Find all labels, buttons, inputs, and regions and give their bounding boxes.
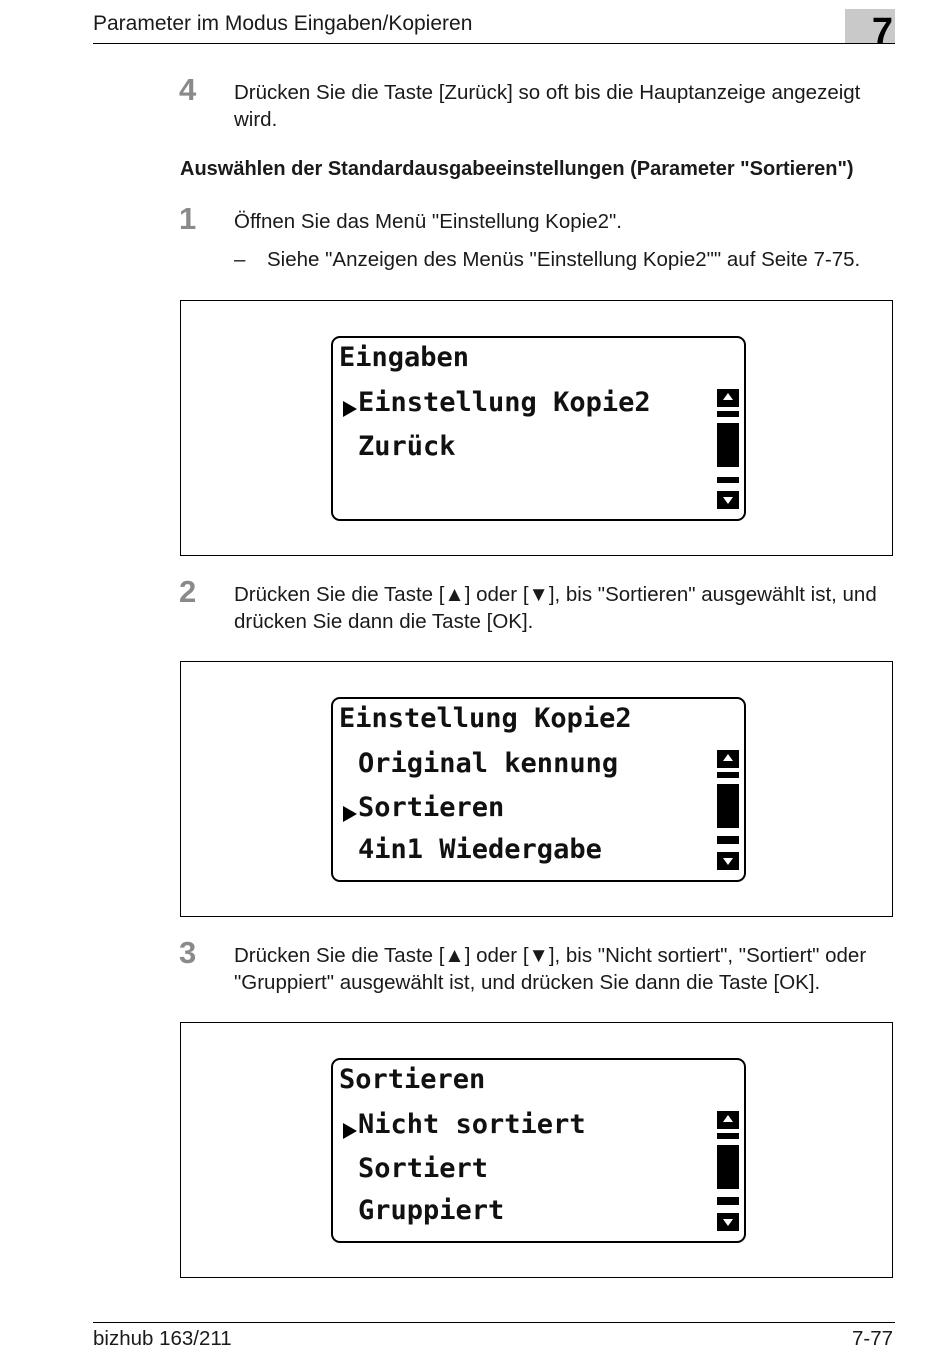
figure-screen-1 xyxy=(180,300,893,556)
step-4-text: Drücken Sie die Taste [Zurück] so oft bis die Hauptanzeige angezeigt wird. xyxy=(234,81,861,131)
chapter-number: 7 xyxy=(871,11,893,53)
scroll-up-icon xyxy=(717,389,739,407)
step-1-text: Öffnen Sie das Menü "Einstellung Kopie2". xyxy=(234,210,622,233)
lcd-menu-item: Original kennung xyxy=(358,748,619,779)
scrollbar-thumb xyxy=(717,784,739,828)
scroll-down-icon xyxy=(717,1213,739,1231)
scroll-down-icon xyxy=(717,491,739,509)
scrollbar-segment xyxy=(717,1133,739,1139)
figure-screen-2 xyxy=(180,661,893,917)
step-1-sub-text: Siehe "Anzeigen des Menüs "Einstellung Kopie2"" auf Seite 7-75. xyxy=(267,248,861,271)
step-2-number: 2 xyxy=(179,574,197,609)
selection-cursor-icon xyxy=(343,806,357,822)
lcd-menu-item-selected: Sortieren xyxy=(358,792,505,823)
lcd-menu-item: Zurück xyxy=(358,431,456,462)
lcd-title: Eingaben xyxy=(339,342,470,373)
scrollbar xyxy=(717,389,739,509)
figure-screen-3 xyxy=(180,1022,893,1278)
step-3-text: Drücken Sie die Taste [▲] oder [▼], bis "Nicht sortiert", "Sortiert" oder "Gruppiert" ausgewählt ist, und drücken Sie dann die Taste [OK]. xyxy=(234,944,867,994)
chapter-tab xyxy=(845,9,895,53)
footer-page-number: 7-77 xyxy=(851,1327,893,1350)
header-title: Parameter im Modus Eingaben/Kopieren xyxy=(93,12,473,35)
footer-rule xyxy=(93,1322,895,1323)
scroll-up-icon xyxy=(717,750,739,768)
selection-cursor-icon xyxy=(343,401,357,417)
scrollbar-segment xyxy=(717,836,739,844)
scrollbar-thumb xyxy=(717,1145,739,1189)
lcd-menu-item: Einstellung Kopie2 xyxy=(358,387,651,418)
step-3-number: 3 xyxy=(179,935,197,970)
scrollbar xyxy=(717,1111,739,1231)
lcd-menu-item: 4in1 Wiedergabe xyxy=(358,834,602,865)
step-1-number: 1 xyxy=(179,201,197,236)
scrollbar-thumb xyxy=(717,423,739,467)
scrollbar-segment xyxy=(717,772,739,778)
step-4-number: 4 xyxy=(179,72,197,107)
lcd-title: Sortieren xyxy=(339,1064,486,1095)
step-2-text: Drücken Sie die Taste [▲] oder [▼], bis "Sortieren" ausgewählt ist, und drücken Sie dann die Taste [OK]. xyxy=(234,583,877,633)
lcd-menu-item: Gruppiert xyxy=(358,1195,505,1226)
header-rule xyxy=(93,43,895,44)
step-1-sub-dash: – xyxy=(234,248,246,271)
scroll-down-icon xyxy=(717,852,739,870)
scrollbar xyxy=(717,750,739,870)
lcd-display xyxy=(331,1058,746,1243)
lcd-menu-item: Sortiert xyxy=(358,1153,489,1184)
lcd-menu-item-selected: Nicht sortiert xyxy=(358,1109,586,1140)
scrollbar-segment xyxy=(717,1197,739,1205)
footer-model: bizhub 163/211 xyxy=(93,1327,232,1350)
scroll-up-icon xyxy=(717,1111,739,1129)
scrollbar-segment xyxy=(717,477,739,483)
scrollbar-segment xyxy=(717,411,739,417)
lcd-display xyxy=(331,336,746,521)
section-heading: Auswählen der Standardausgabeeinstellungen (Parameter "Sortieren") xyxy=(180,158,854,180)
lcd-display xyxy=(331,697,746,882)
selection-cursor-icon xyxy=(343,1123,357,1139)
lcd-title: Einstellung Kopie2 xyxy=(339,703,632,734)
